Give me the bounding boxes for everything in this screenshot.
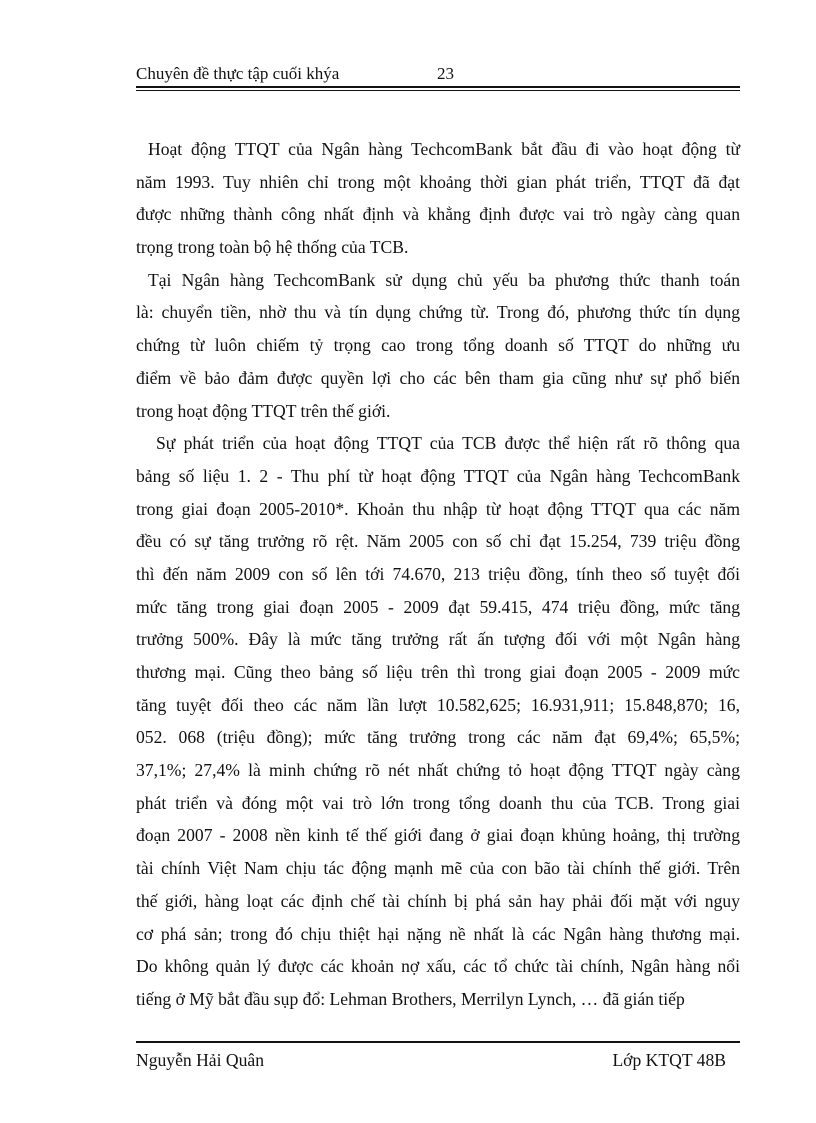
page-number: 23 xyxy=(437,64,454,83)
class-name: Lớp KTQT 48B xyxy=(612,1050,726,1070)
text-line: là: chuyển tiền, nhờ thu và tín dụng chứng từ. Trong đó, phương thức tín dụng xyxy=(136,302,740,323)
text-line: đoạn 2007 - 2008 nền kinh tế thế giới đang ở giai đoạn khủng hoảng, thị trường xyxy=(136,825,740,846)
text-line: Hoạt động TTQT của Ngân hàng TechcomBank bắt đầu đi vào hoạt động từ xyxy=(148,139,740,159)
text-line: 37,1%; 27,4% là minh chứng rõ nét nhất chứng tỏ hoạt động TTQT ngày càng xyxy=(136,760,740,781)
body-text xyxy=(136,133,740,1016)
text-line: trong hoạt động TTQT trên thế giới. xyxy=(136,400,391,421)
header-divider xyxy=(136,86,740,88)
text-line: phát triển và đóng một vai trò lớn trong tổng doanh thu của TCB. Trong giai xyxy=(136,792,740,813)
text-line: mức tăng trong giai đoạn 2005 - 2009 đạt 59.415, 474 triệu đồng, mức tăng xyxy=(136,596,740,617)
text-line: tăng tuyệt đối theo các năm lần lượt 10.582,625; 16.931,911; 15.848,870; 16, xyxy=(136,694,740,715)
text-line: được những thành công nhất định và khẳng định được vai trò ngày càng quan xyxy=(136,204,740,225)
text-line: điểm về bảo đảm được quyền lợi cho các bên tham gia cũng như sự phổ biến xyxy=(136,367,740,388)
text-line: năm 1993. Tuy nhiên chỉ trong một khoảng thời gian phát triển, TTQT đã đạt xyxy=(136,171,740,192)
text-line: Tại Ngân hàng TechcomBank sử dụng chủ yếu ba phương thức thanh toán xyxy=(148,269,740,290)
text-line: trong giai đoạn 2005-2010*. Khoản thu nhập từ hoạt động TTQT qua các năm xyxy=(136,498,740,519)
text-line: trưởng 500%. Đây là mức tăng trưởng rất ấn tượng đối với một Ngân hàng xyxy=(136,629,740,650)
text-line: Do không quản lý được các khoản nợ xấu, các tổ chức tài chính, Ngân hàng nổi xyxy=(136,956,740,977)
page-footer xyxy=(136,1050,740,1072)
text-line: tiếng ở Mỹ bắt đầu sụp đổ: Lehman Brothers, Merrilyn Lynch, … đã gián tiếp xyxy=(136,988,685,1009)
text-line: trọng trong toàn bộ hệ thống của TCB. xyxy=(136,237,409,258)
text-line: đều có sự tăng trưởng rõ rệt. Năm 2005 con số chỉ đạt 15.254, 739 triệu đồng xyxy=(136,531,740,552)
text-line: chứng từ luôn chiếm tỷ trọng cao trong tổng doanh số TTQT do những ưu xyxy=(136,335,740,356)
text-line: bảng số liệu 1. 2 - Thu phí từ hoạt động TTQT của Ngân hàng TechcomBank xyxy=(136,465,740,486)
text-line: Sự phát triển của hoạt động TTQT của TCB được thể hiện rất rõ thông qua xyxy=(156,433,740,454)
author-name: Nguyễn Hải Quân xyxy=(136,1050,265,1070)
text-line: cơ phá sản; trong đó chịu thiệt hại nặng nề nhất là các Ngân hàng thương mại. xyxy=(136,923,740,944)
header-divider-thin xyxy=(136,90,740,91)
document-title: Chuyên đề thực tập cuối khýa xyxy=(136,64,340,83)
text-line: thì đến năm 2009 con số lên tới 74.670, 213 triệu đồng, tính theo số tuyệt đối xyxy=(136,563,740,584)
text-line: tài chính Việt Nam chịu tác động mạnh mẽ của con bão tài chính thế giới. Trên xyxy=(136,858,740,879)
text-line: 052. 068 (triệu đồng); mức tăng trưởng trong các năm đạt 69,4%; 65,5%; xyxy=(136,727,740,748)
text-line: thương mại. Cũng theo bảng số liệu trên thì trong giai đoạn 2005 - 2009 mức xyxy=(136,662,740,682)
page-header xyxy=(136,64,740,86)
text-line: thế giới, hàng loạt các định chế tài chính bị phá sản hay phải đối mặt với nguy xyxy=(136,890,740,911)
footer-divider xyxy=(136,1041,740,1043)
